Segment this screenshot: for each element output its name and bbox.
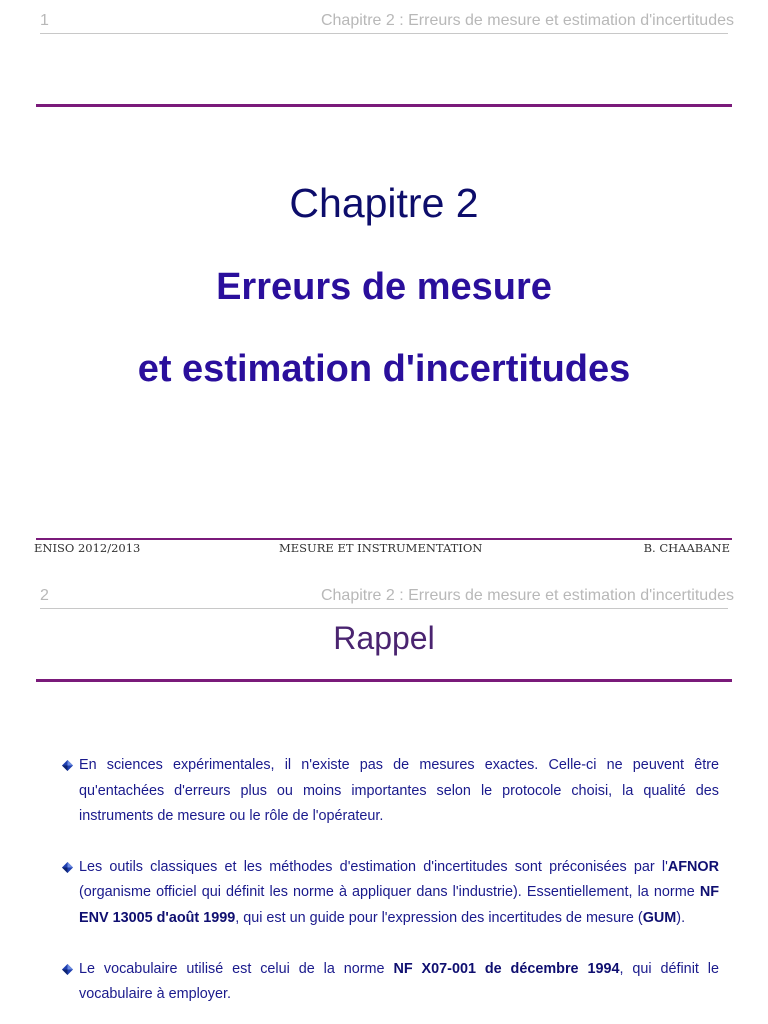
bullet-list — [62, 753, 719, 1024]
bullet-emphasis: NF ENV 13005 d'août 1999 — [79, 884, 719, 926]
chapter-title-line-1: Erreurs de mesure — [216, 266, 552, 308]
bullet-text: (organisme officiel qui définit les norme à appliquer dans l'industrie). Essentiellement, la norme — [79, 884, 700, 901]
bullet-emphasis: GUM — [642, 909, 677, 926]
bullet-emphasis: AFNOR — [667, 858, 719, 875]
bullet-item — [62, 957, 719, 1008]
chapter-label: Chapitre 2 — [289, 180, 479, 226]
bullet-text: ). — [676, 909, 686, 926]
slide-number: 1 — [40, 12, 49, 29]
slide-title: Rappel — [333, 620, 435, 656]
running-title: Chapitre 2 : Erreurs de mesure et estimation d'incertitudes — [320, 587, 734, 604]
slide-1-header — [36, 12, 734, 44]
header-divider — [40, 33, 728, 34]
running-title: Chapitre 2 : Erreurs de mesure et estimation d'incertitudes — [320, 12, 734, 29]
footer-divider — [36, 538, 732, 540]
footer-author: B. CHAABANE — [643, 541, 730, 555]
bullet-diamond-icon — [62, 862, 73, 873]
slide-number: 2 — [40, 587, 49, 604]
bullet-diamond-icon — [62, 964, 73, 975]
footer-course: MESURE ET INSTRUMENTATION — [279, 541, 483, 555]
slide-2-header — [36, 587, 734, 619]
bullet-text: , qui définit le vocabulaire à employer. — [79, 960, 719, 1003]
bullet-text: Les outils classiques et les méthodes d'estimation d'incertitudes sont préconisées par l' — [79, 858, 668, 875]
bullet-item — [62, 753, 719, 830]
bullet-text: En sciences expérimentales, il n'existe pas de mesures exactes. Celle-ci ne peuvent être qu'entachées d'erreurs plus ou moins importantes selon le protocole choisi, la qualité des instruments de mesure ou le rôle de l'opérateur. — [79, 757, 719, 825]
bullet-text: , qui est un guide pour l'expression des incertitudes de mesure ( — [235, 909, 643, 926]
chapter-title-line-2: et estimation d'incertitudes — [137, 348, 631, 390]
bullet-diamond-icon — [62, 760, 73, 771]
title-divider — [36, 104, 732, 107]
title-divider — [36, 679, 732, 682]
bullet-item — [62, 855, 719, 932]
bullet-text: Le vocabulaire utilisé est celui de la norme — [79, 960, 394, 977]
bullet-emphasis: NF X07-001 de décembre 1994 — [393, 960, 620, 977]
header-divider — [40, 608, 728, 609]
footer-institution: ENISO 2012/2013 — [34, 541, 141, 555]
